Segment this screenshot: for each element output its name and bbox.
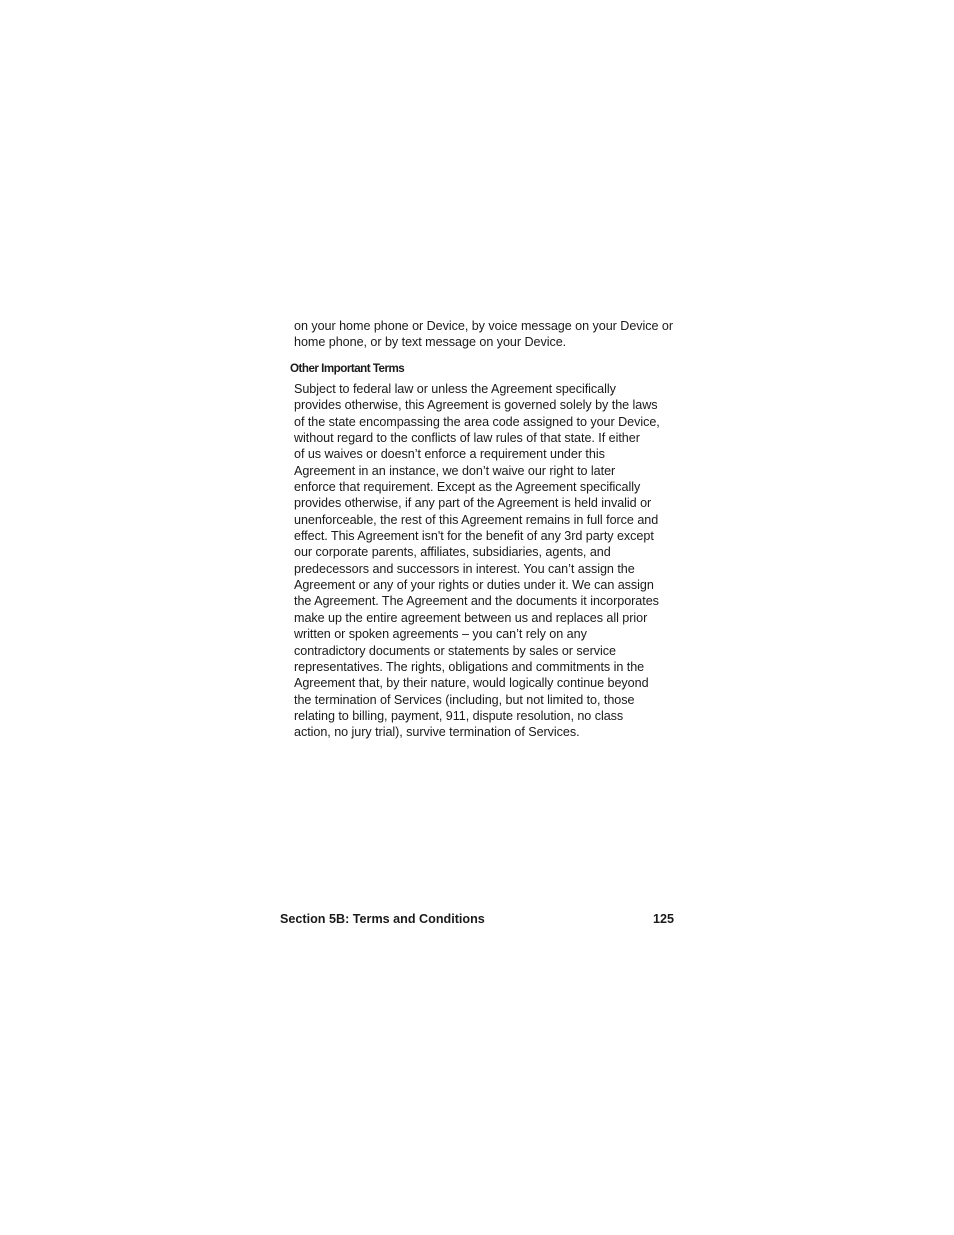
terms-paragraph <box>294 381 676 741</box>
page-number: 125 <box>652 912 674 926</box>
paragraph-line: predecessors and successors in interest. You can’t assign the <box>294 561 635 576</box>
paragraph-line: Agreement that, by their nature, would logically continue beyond <box>294 676 649 691</box>
paragraph-line: contradictory documents or statements by sales or service <box>294 643 616 658</box>
paragraph-line: Agreement in an instance, we don’t waive our right to later <box>294 463 616 478</box>
paragraph-line: effect. This Agreement isn't for the benefit of any 3rd party except <box>294 529 654 544</box>
paragraph-line: Subject to federal law or unless the Agreement specifically <box>294 382 616 396</box>
paragraph-line: relating to billing, payment, 911, dispute resolution, no class <box>294 708 624 723</box>
page-footer <box>280 912 674 930</box>
paragraph-line: of the state encompassing the area code assigned to your Device, <box>294 414 660 429</box>
paragraph-line: unenforceable, the rest of this Agreement remains in full force and <box>294 512 659 527</box>
paragraph-line: provides otherwise, if any part of the Agreement is held invalid or <box>294 496 652 511</box>
paragraph-line: the termination of Services (including, but not limited to, those <box>294 692 635 707</box>
paragraph-line: provides otherwise, this Agreement is governed solely by the laws <box>294 398 658 413</box>
footer-section-label: Section 5B: Terms and Conditions <box>280 912 485 926</box>
paragraph-line: without regard to the conflicts of law rules of that state. If either <box>294 431 640 446</box>
paragraph-line: enforce that requirement. Except as the Agreement specifically <box>294 480 641 495</box>
paragraph-line: our corporate parents, affiliates, subsidiaries, agents, and <box>294 545 611 560</box>
paragraph-line: on your home phone or Device, by voice message on your Device or <box>294 319 674 333</box>
paragraph-line: home phone, or by text message on your Device. <box>294 335 567 350</box>
paragraph-line: of us waives or doesn’t enforce a requirement under this <box>294 447 605 462</box>
paragraph-line: representatives. The rights, obligations and commitments in the <box>294 659 645 674</box>
paragraph-line: make up the entire agreement between us and replaces all prior <box>294 610 648 625</box>
paragraph-line: action, no jury trial), survive termination of Services. <box>294 725 580 740</box>
paragraph-line: written or spoken agreements – you can’t rely on any <box>294 627 587 642</box>
section-heading: Other Important Terms <box>290 362 405 375</box>
paragraph-line: the Agreement. The Agreement and the documents it incorporates <box>294 594 659 609</box>
continuation-paragraph <box>294 318 676 351</box>
paragraph-line: Agreement or any of your rights or duties under it. We can assign <box>294 578 654 593</box>
